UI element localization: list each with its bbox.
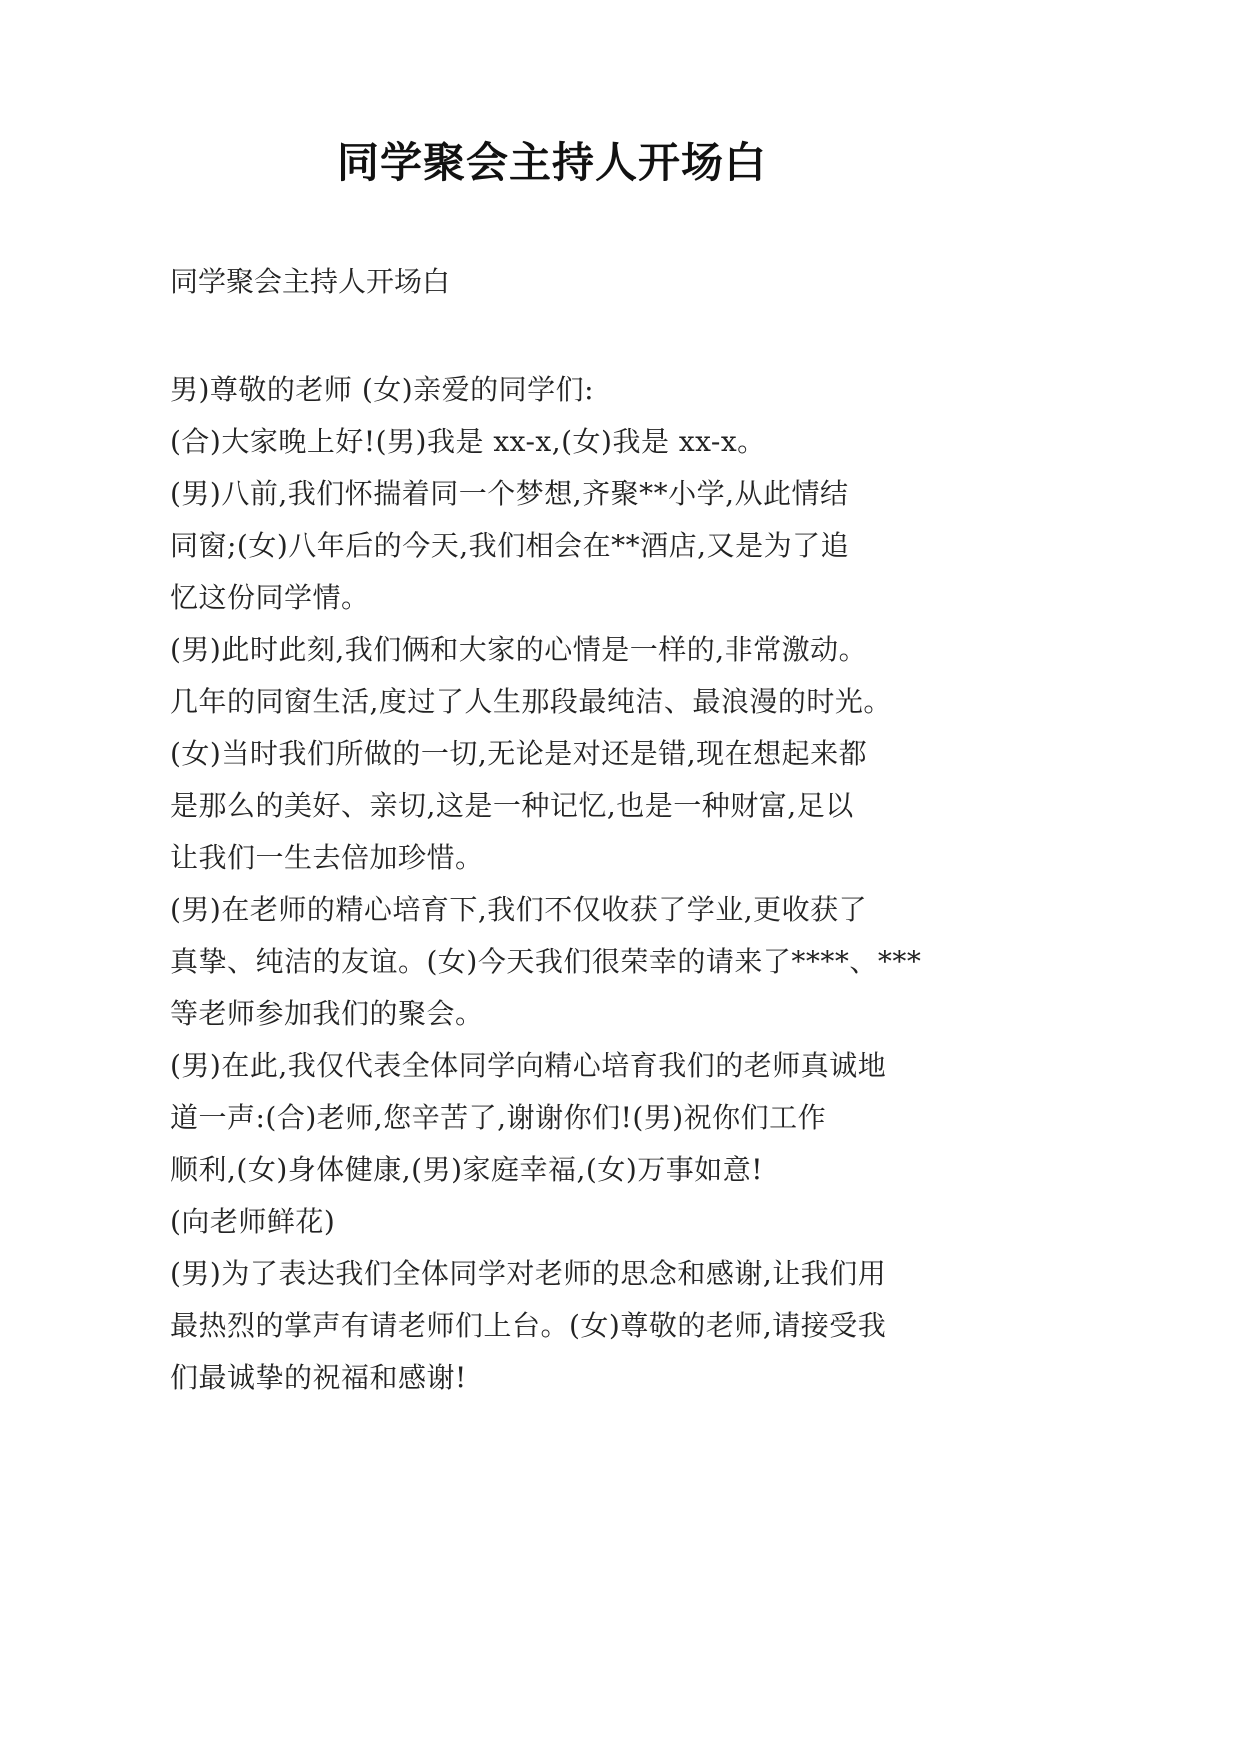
text-line: 道一声:(合)老师,您辛苦了,谢谢你们!(男)祝你们工作 (170, 1101, 827, 1134)
document-title: 同学聚会主持人开场白 (336, 138, 767, 187)
text-line: (男)在此,我仅代表全体同学向精心培育我们的老师真诚地 (170, 1049, 887, 1082)
text-line: 们最诚挚的祝福和感谢! (170, 1361, 467, 1394)
text-line: 让我们一生去倍加珍惜。 (170, 841, 484, 874)
text-line: 几年的同窗生活,度过了人生那段最纯洁、最浪漫的时光。 (170, 685, 892, 718)
text-line: (男)在老师的精心培育下,我们不仅收获了学业,更收获了 (170, 893, 868, 926)
text-line: 真挚、纯洁的友谊。(女)今天我们很荣幸的请来了****、*** (170, 945, 922, 978)
text-line: (合)大家晚上好!(男)我是 xx-x,(女)我是 xx-x。 (170, 425, 766, 458)
text-line: 是那么的美好、亲切,这是一种记忆,也是一种财富,足以 (170, 789, 854, 822)
text-line: 男)尊敬的老师 (女)亲爱的同学们: (170, 373, 595, 406)
text-line: (向老师鲜花) (170, 1205, 336, 1238)
text-line: (男)八前,我们怀揣着同一个梦想,齐聚**小学,从此情结 (170, 477, 849, 510)
text-line: 顺利,(女)身体健康,(男)家庭幸福,(女)万事如意! (170, 1153, 763, 1186)
text-line: 最热烈的掌声有请老师们上台。(女)尊敬的老师,请接受我 (170, 1309, 887, 1342)
document-body (170, 364, 950, 1404)
text-line: (女)当时我们所做的一切,无论是对还是错,现在想起来都 (170, 737, 868, 770)
document-subtitle: 同学聚会主持人开场白 (170, 265, 451, 298)
text-line: (男)此时此刻,我们俩和大家的心情是一样的,非常激动。 (170, 633, 868, 666)
text-line: 同窗;(女)八年后的今天,我们相会在**酒店,又是为了追 (170, 529, 850, 562)
text-line: 忆这份同学情。 (170, 581, 370, 614)
text-line: 等老师参加我们的聚会。 (170, 997, 484, 1030)
text-line: (男)为了表达我们全体同学对老师的思念和感谢,让我们用 (170, 1257, 887, 1290)
